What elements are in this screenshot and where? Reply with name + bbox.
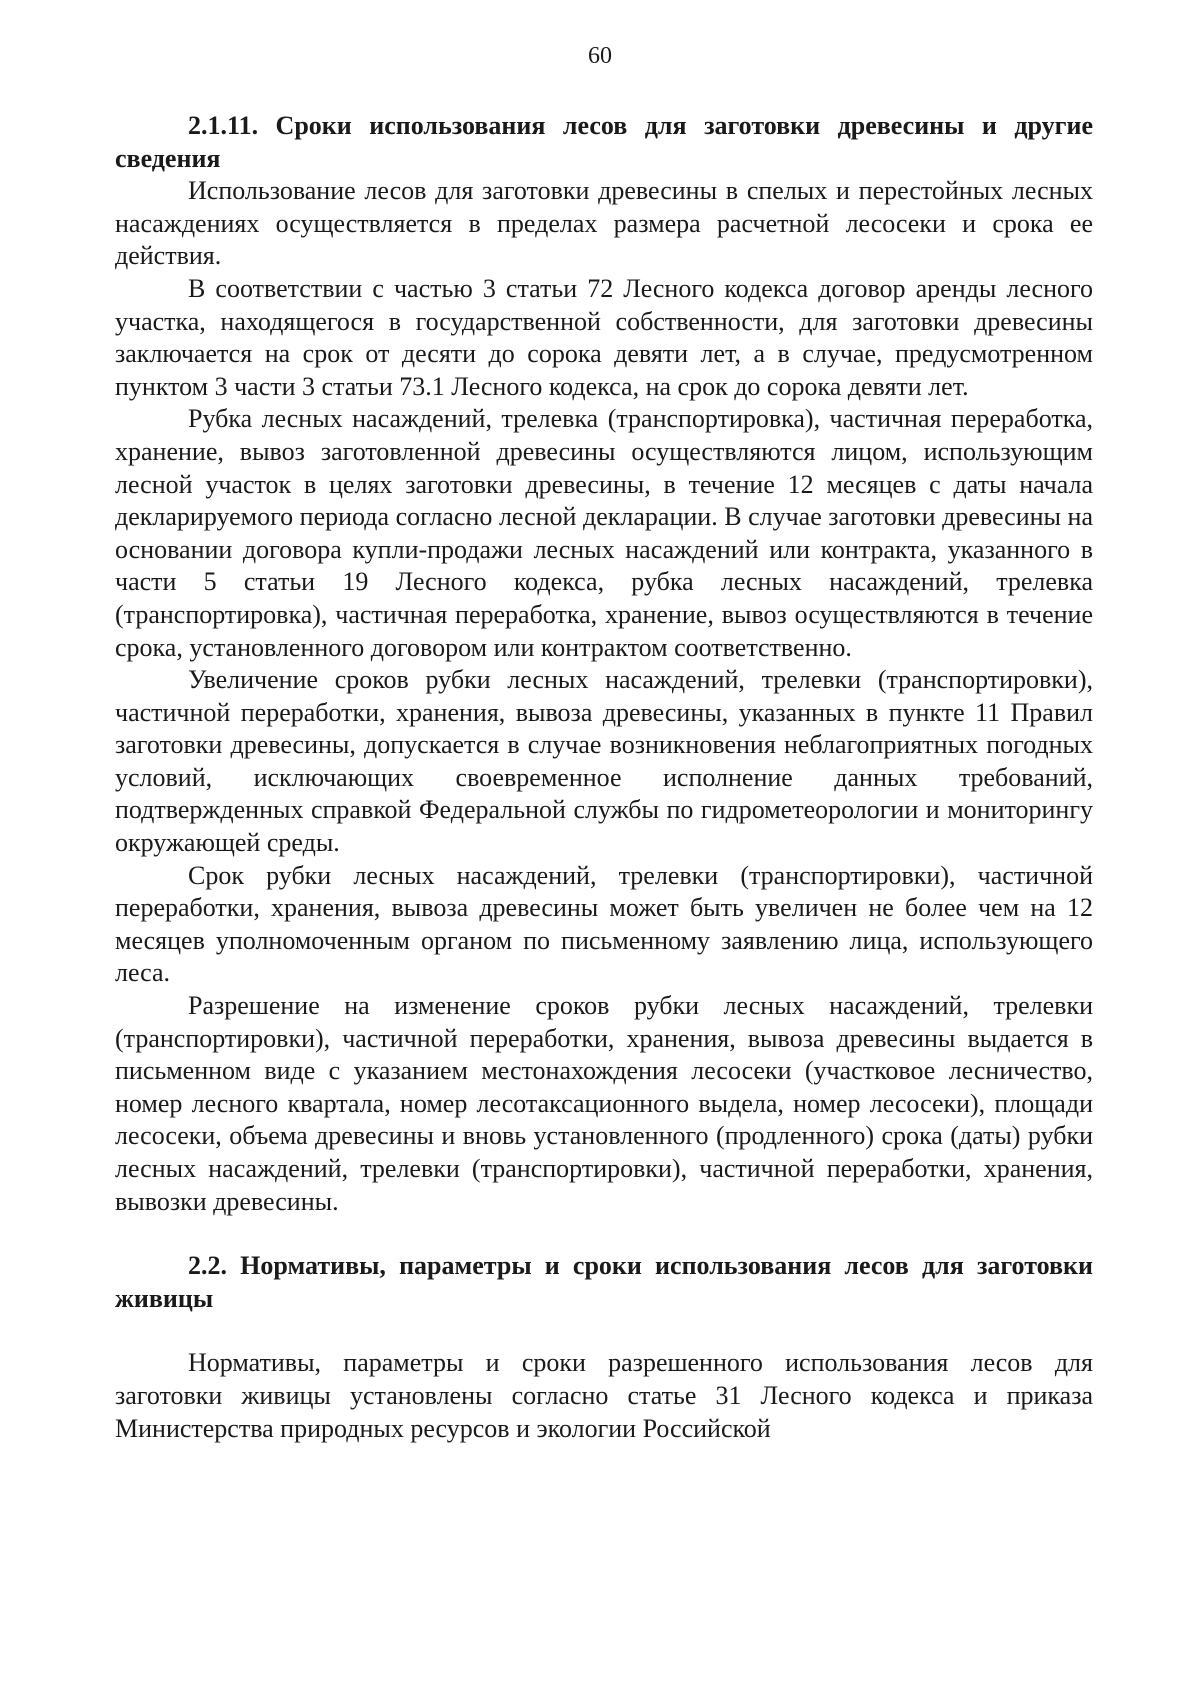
section-heading-2-2: 2.2. Нормативы, параметры и сроки использования лесов для заготовки живицы: [115, 1251, 1093, 1313]
paragraph: Нормативы, параметры и сроки разрешенного использования лесов для заготовки живицы установлены согласно статье 31 Лесного кодекса и приказа Министерства природных ресурсов и экологии Российской: [115, 1348, 1093, 1443]
paragraph: В соответствии с частью 3 статьи 72 Лесного кодекса договор аренды лесного участка, находящегося в государственной собственности, для заготовки древесины заключается на срок от десяти до сорока девяти лет, а в случае, предусмотренном пунктом 3 части 3 статьи 73.1 Лесного кодекса, на срок до сорока девяти лет.: [115, 273, 1093, 401]
paragraph: Увеличение сроков рубки лесных насаждений, трелевки (транспортировки), частичной переработки, хранения, вывоза древесины, указанных в пункте 11 Правил заготовки древесины, допускается в случае возникновения неблагоприятных погодных условий, исключающих своевременное исполнение данных требований, подтвержденных справкой Федеральной службы по гидрометеорологии и мониторингу окружающей среды.: [115, 665, 1093, 858]
paragraph: Срок рубки лесных насаждений, трелевки (транспортировки), частичной переработки, хранения, вывоза древесины может быть увеличен не более чем на 12 месяцев уполномоченным органом по письменному заявлению лица, использующего леса.: [115, 860, 1093, 988]
page-content: [115, 110, 1093, 1445]
paragraph: Использование лесов для заготовки древесины в спелых и перестойных лесных насаждениях осуществляется в пределах размера расчетной лесосеки и срока ее действия.: [115, 176, 1093, 271]
paragraph: Рубка лесных насаждений, трелевка (транспортировка), частичная переработка, хранение, вывоз заготовленной древесины осуществляются лицом, использующим лесной участок в целях заготовки древесины, в течение 12 месяцев с даты начала декларируемого периода согласно лесной декларации. В случае заготовки древесины на основании договора купли-продажи лесных насаждений или контракта, указанного в части 5 статьи 19 Лесного кодекса, рубка лесных насаждений, трелевка (транспортировка), частичная переработка, хранение, вывоз осуществляются в течение срока, установленного договором или контрактом соответственно.: [115, 404, 1093, 662]
page-number: 60: [588, 43, 612, 69]
paragraph: Разрешение на изменение сроков рубки лесных насаждений, трелевки (транспортировки), частичной переработки, хранения, вывоза древесины выдается в письменном виде с указанием местонахождения лесосеки (участковое лесничество, номер лесного квартала, номер лесотаксационного выдела, номер лесосеки), площади лесосеки, объема древесины и вновь установленного (продленного) срока (даты) рубки лесных насаждений, трелевки (транспортировки), частичной переработки, хранения, вывозки древесины.: [115, 991, 1093, 1216]
section-heading-2-1-11: 2.1.11. Сроки использования лесов для заготовки древесины и другие сведения: [115, 111, 1093, 173]
